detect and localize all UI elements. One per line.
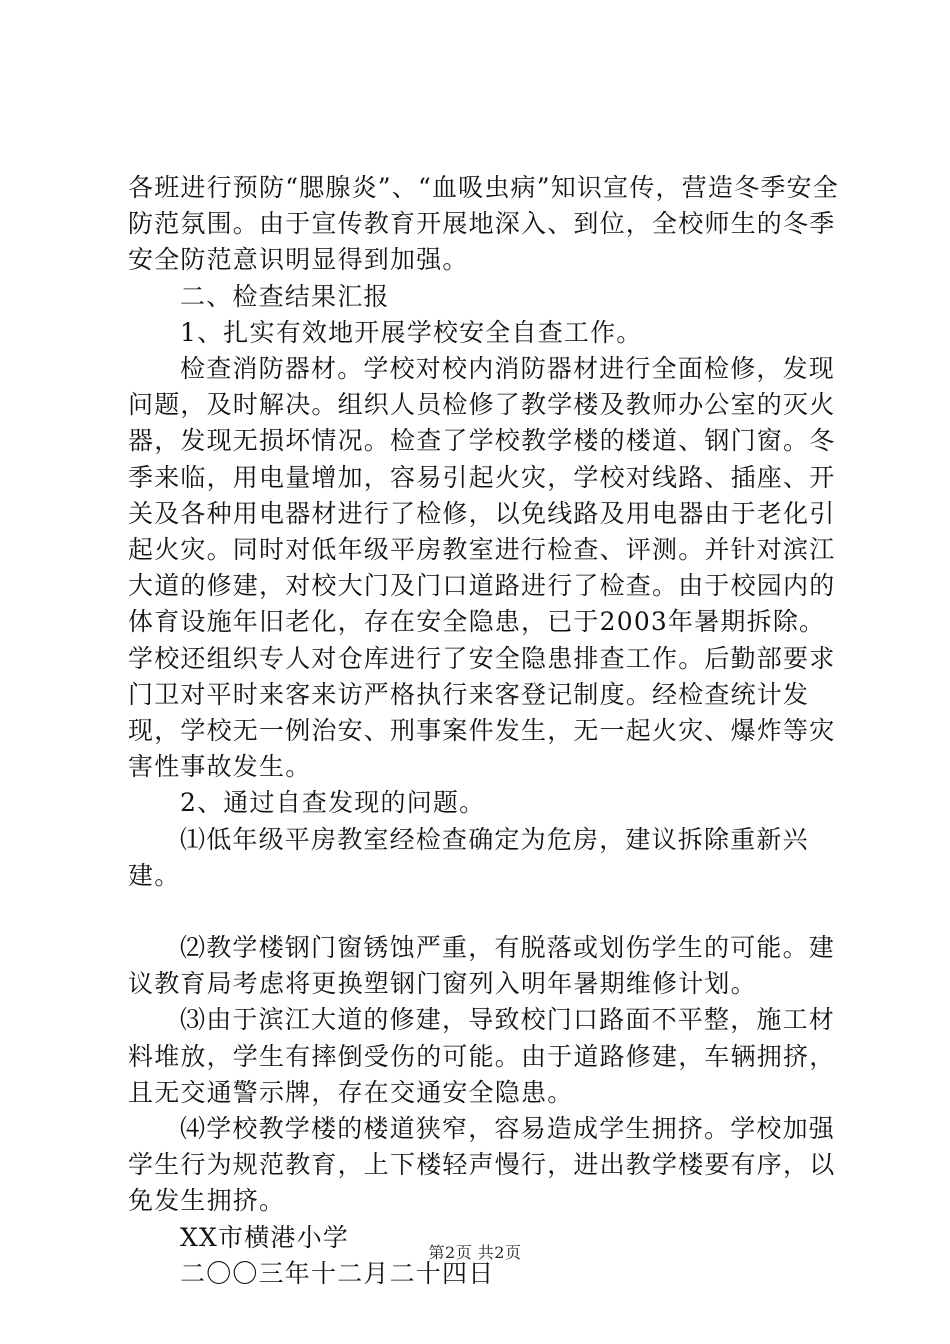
signature-school: XX市横港小学 xyxy=(180,1222,349,1252)
subheading-problems: 2、通过自查发现的问题。 xyxy=(180,788,486,818)
paragraph-continuation: 各班进行预防“腮腺炎”、“血吸虫病”知识宣传，营造冬季安全防范氛围。由于宣传教育开展地深入、到位，全校师生的冬季安全防范意识明显得到加强。 xyxy=(128,173,839,275)
problem-item-4: ⑷学校教学楼的楼道狭窄，容易造成学生拥挤。学校加强学生行为规范教育，上下楼轻声慢行，进出教学楼要有序，以免发生拥挤。 xyxy=(128,1114,836,1216)
document-body xyxy=(128,170,848,1292)
problem-item-3: ⑶由于滨江大道的修建，导致校门口路面不平整，施工材料堆放，学生有摔倒受伤的可能。由于道路修建，车辆拥挤，且无交通警示牌，存在交通安全隐患。 xyxy=(128,1005,836,1107)
section-heading-results: 二、检查结果汇报 xyxy=(180,281,390,311)
problem-item-2: ⑵教学楼钢门窗锈蚀严重，有脱落或划伤学生的可能。建议教育局考虑将更换塑钢门窗列入明年暑期维修计划。 xyxy=(128,933,836,999)
subheading-self-inspection: 1、扎实有效地开展学校安全自查工作。 xyxy=(180,317,643,347)
paragraph-fire-equipment: 检查消防器材。学校对校内消防器材进行全面检修，发现问题，及时解决。组织人员检修了教学楼及教师办公室的灭火器，发现无损坏情况。检查了学校教学楼的楼道、钢门窗。冬季来临，用电量增加，容易引起火灾，学校对线路、插座、开关及各种用电器材进行了检修，以免线路及用电器由于老化引起火灾。同时对低年级平房教室进行检查、评测。并针对滨江大道的修建，对校大门及门口道路进行了检查。由于校园内的体育设施年旧老化，存在安全隐患，已于2003年暑期拆除。学校还组织专人对仓库进行了安全隐患排查工作。后勤部要求门卫对平时来客来访严格执行来客登记制度。经检查统计发现，学校无一例治安、刑事案件发生，无一起火灾、爆炸等灾害性事故发生。 xyxy=(128,354,836,782)
page-footer: 第2页 共2页 xyxy=(428,1243,522,1262)
problem-item-1: ⑴低年级平房教室经检查确定为危房，建议拆除重新兴建。 xyxy=(128,824,809,890)
signature-date: 二〇〇三年十二月二十四日 xyxy=(180,1258,495,1288)
